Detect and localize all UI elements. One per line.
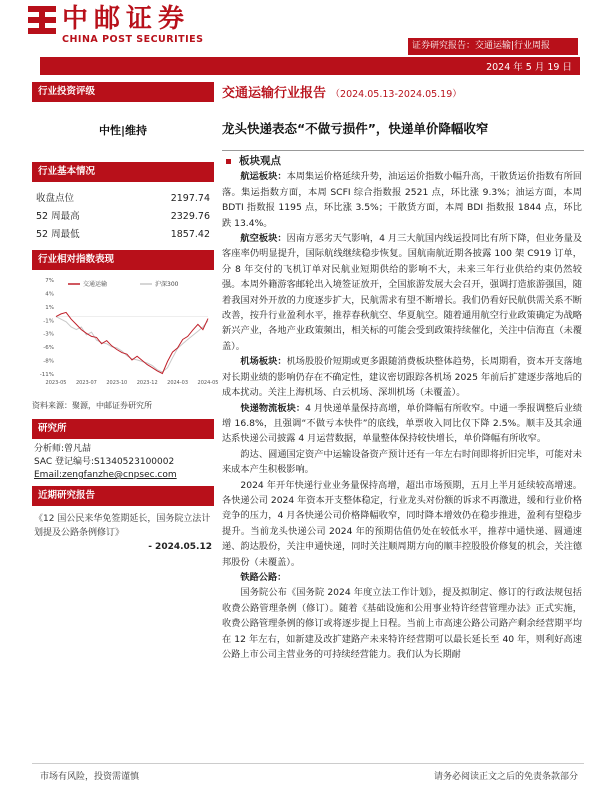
y-tick-label: 4% bbox=[45, 291, 54, 298]
relative-index-heading: 行业相对指数表现 bbox=[32, 250, 214, 270]
x-tick-label: 2023-07 bbox=[75, 380, 97, 386]
paragraph bbox=[222, 354, 582, 400]
title-divider bbox=[222, 150, 584, 151]
table-row bbox=[34, 226, 212, 244]
recent-report-title[interactable]: 《12 国公民来华免签期延长，国务院立法计划提及公路条例修订》 bbox=[34, 514, 211, 538]
paragraph-key: 机场板块： bbox=[240, 356, 287, 368]
analyst-name: 分析师:曾凡喆 bbox=[34, 444, 92, 454]
y-tick-label: -6% bbox=[43, 345, 54, 352]
relative-index-svg bbox=[32, 274, 219, 394]
y-tick-label: -11% bbox=[39, 372, 54, 378]
report-date: 2024 年 5 月 19 日 bbox=[486, 62, 572, 73]
y-tick-label: -3% bbox=[43, 331, 54, 338]
paragraph-text: 2024 年开年快递行业业务量保持高增，超出市场预期，五月上半月延续较高增速。各快递公司 2024 年资本开支整体稳定，行业龙头对份额的诉求不再激进，缓和行业价格竞争的压力，4 月各快递公司价格降幅收窄，同时降本增效仍在稳步推进，盈利有望稳步提升。当前龙头快递公司 2024 年的预期估值仍处在较低水平，推荐中通快递、圆通速递、韵达股份，关注申通快递，同时关注顺周期方向的顺丰控股股价修复的机会，关注德邦股份（未覆盖）。 bbox=[222, 479, 582, 568]
footer-disclaimer-note: 请务必阅读正文之后的免责条款部分 bbox=[433, 772, 578, 782]
paragraph bbox=[222, 231, 582, 354]
paragraph-key: 快递物流板块： bbox=[240, 402, 306, 414]
company-logo bbox=[28, 4, 203, 45]
y-tick-label: -1% bbox=[43, 318, 54, 325]
header-crumb-bar bbox=[408, 38, 578, 55]
main-content-header bbox=[222, 82, 584, 137]
table-row bbox=[34, 190, 212, 208]
paragraph-text: 机场股股价短期或更多跟随消费板块整体趋势，长周期看，资本开支落地对长期业绩的影响仍存在不确定性，建议密切跟踪各机场 2025 年前后扩建逐步落地后的成本扰动。关注上海机场、白云机场、深圳机场（未覆盖）。 bbox=[222, 356, 583, 399]
section-heading: 铁路公路： bbox=[240, 571, 287, 583]
section-heading: 板块观点 bbox=[239, 155, 281, 167]
paragraph bbox=[222, 447, 582, 478]
footer-risk-note: 市场有风险，投资需谨慎 bbox=[40, 772, 140, 782]
base-label: 52 周最高 bbox=[36, 211, 80, 222]
y-tick-label: 1% bbox=[45, 304, 54, 311]
footer-divider bbox=[32, 763, 584, 764]
report-title-text: 交通运输行业报告 bbox=[222, 86, 327, 101]
analyst-heading: 研究所 bbox=[32, 419, 214, 439]
paragraph bbox=[222, 585, 582, 662]
recent-reports-heading: 近期研究报告 bbox=[32, 486, 214, 506]
legend-label: 交通运输 bbox=[83, 281, 108, 288]
paragraph bbox=[222, 401, 582, 447]
table-row bbox=[34, 208, 212, 226]
rating-heading: 行业投资评级 bbox=[32, 82, 214, 102]
x-tick-label: 2024-05 bbox=[197, 380, 219, 386]
analyst-email[interactable]: Email:zengfanzhe@cnpsec.com bbox=[34, 470, 177, 480]
base-info-heading: 行业基本情况 bbox=[32, 162, 214, 182]
report-crumb: 证券研究报告：交通运输|行业周报 bbox=[412, 41, 551, 51]
section-bullet bbox=[222, 154, 582, 169]
x-tick-label: 2023-12 bbox=[136, 380, 158, 386]
report-body bbox=[222, 152, 582, 662]
analyst-sac: SAC 登记编号:S1340523100002 bbox=[34, 457, 175, 467]
base-value: 2329.76 bbox=[170, 211, 210, 222]
x-tick-label: 2023-10 bbox=[106, 380, 128, 386]
legend-label: 沪深300 bbox=[155, 281, 179, 288]
base-value: 2197.74 bbox=[170, 193, 210, 204]
recent-report-date: - 2024.05.12 bbox=[148, 542, 212, 552]
rating-value: 中性|维持 bbox=[98, 124, 148, 137]
paragraph-text: 本周集运价格延续升势，油运运价指数小幅升高，干散货运价指数有所回落。集运指数方面，本周 SCFI 综合指数报 2521 点，环比涨 9.3%；油运方面，本周 BDTI 指数报 1195 点，环比涨 3.5%；干散货方面，本周 BDI 指数报 1844 点，环比跌 13.4%。 bbox=[222, 171, 583, 229]
recent-report bbox=[32, 506, 214, 560]
x-tick-label: 2023-05 bbox=[45, 380, 67, 386]
date-bar bbox=[40, 57, 580, 75]
report-subtitle: 龙头快递表态“不做亏损件”，快递单价降幅收窄 bbox=[222, 121, 489, 136]
y-tick-label: -8% bbox=[43, 358, 54, 365]
logo-chinese-name: 中邮证券 bbox=[62, 4, 191, 34]
relative-index-chart bbox=[32, 274, 219, 394]
report-header bbox=[0, 0, 600, 73]
paragraph bbox=[222, 570, 582, 585]
x-tick-label: 2024-03 bbox=[167, 380, 189, 386]
left-sidebar bbox=[32, 82, 219, 560]
chart-source: 资料来源：聚源，中邮证券研究所 bbox=[32, 401, 152, 410]
paragraph-key: 航空板块： bbox=[240, 233, 287, 245]
logo-mark-icon bbox=[28, 6, 56, 34]
analyst-info bbox=[32, 439, 214, 486]
paragraph bbox=[222, 478, 582, 570]
paragraph-key: 航运板块： bbox=[240, 171, 287, 183]
paragraph-text: 4 月快递单量保持高增，单价降幅有所收窄。中通一季报调整后业绩增 16.8%，且强调“不做亏本快件”的底线，单票收入同比仅下降 2.5%。顺丰及其余通达系快递公司披露 4 月运营数据，单量整体保持较快增长，单价降幅有所收窄。 bbox=[222, 402, 583, 445]
logo-english-name: CHINA POST SECURITIES bbox=[62, 34, 204, 45]
paragraph-text: 因南方恶劣天气影响，4 月三大航国内线运投同比有所下降，但业务量及客座率仍明显提升，国际航线继续稳步恢复。国航南航近期各披露 100 架 C919 订单，分 8 年交付的飞机订单对民航业短期供给的影响不大，未来三年行业供给约束仍然较强。本周外籍游客邮轮出入境签证放开，全国旅游发展大会召开，强调打造旅游强国，随着我国对外开放的力度逐步扩大，民航需求有望不断增长。我们仍看好民航供需关系不断改善，按升行业盈利水平，推荐春秋航空、华夏航空。随着通用航空行业政策确定为战略新兴产业，各地产业政策频出，相关标的可能会受到政策持续催化，关注中信海直（未覆盖）。 bbox=[222, 233, 583, 352]
base-info-table bbox=[34, 190, 212, 244]
square-bullet-icon bbox=[226, 159, 231, 164]
report-range: （2024.05.13-2024.05.19） bbox=[330, 89, 462, 100]
base-label: 52 周最低 bbox=[36, 229, 80, 240]
paragraph bbox=[222, 169, 582, 231]
series-line bbox=[56, 317, 208, 372]
series-line bbox=[56, 312, 208, 373]
report-title bbox=[222, 82, 584, 101]
paragraph-text: 韵达、圆通国定资产中运输设备资产预计还有一年左右时间即将折旧完毕，可能对未来成本产生积极影响。 bbox=[222, 448, 582, 476]
y-tick-label: 7% bbox=[45, 278, 54, 284]
base-label: 收盘点位 bbox=[36, 193, 75, 204]
paragraph-text: 国务院公布《国务院 2024 年度立法工作计划》，提及拟制定、修订的行政法规包括收费公路管理条例（修订）。随着《基础设施和公用事业特许经营管理办法》正式实施，收费公路管理条例的修订或将逐步提上日程。当前上市高速公路公司路产剩余经营期平均在 12 年左右，如新建及改扩建路产未来特许经营期可以最长延长至 40 年，则利好高速公路上市公司主营业务的可持续经营能力。我们认为长期耐 bbox=[222, 587, 582, 660]
base-value: 1857.42 bbox=[170, 229, 210, 240]
